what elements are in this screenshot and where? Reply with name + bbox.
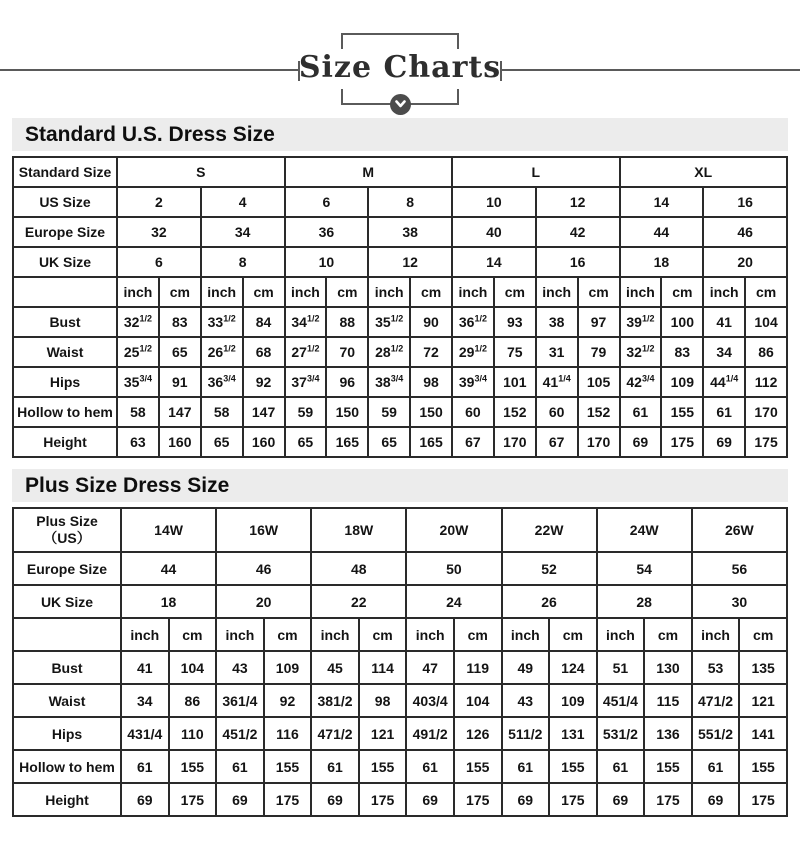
unit-row bbox=[13, 618, 787, 651]
measurement-value-cell: 69 bbox=[121, 783, 169, 816]
measurement-value-cell: 75 bbox=[494, 337, 536, 367]
measurement-value-cell: 165 bbox=[326, 427, 368, 457]
measurement-value-cell: $29^{1/2}$ bbox=[452, 337, 494, 367]
measurement-value-cell: 112 bbox=[745, 367, 787, 397]
header-row bbox=[13, 247, 787, 277]
measurement-value-cell: 67 bbox=[452, 427, 494, 457]
size-group-cell: 18W bbox=[311, 508, 406, 552]
measurement-value-cell: 531/2 bbox=[597, 717, 645, 750]
measurement-value-cell: 34 bbox=[703, 337, 745, 367]
measurement-value-cell: $33^{1/2}$ bbox=[201, 307, 243, 337]
measurement-value-cell: 61 bbox=[406, 750, 454, 783]
measurement-value-cell: 41 bbox=[703, 307, 745, 337]
measurement-value-cell: 175 bbox=[745, 427, 787, 457]
measurement-value-cell: 175 bbox=[169, 783, 217, 816]
size-group-cell: 36 bbox=[285, 217, 369, 247]
unit-cell: inch bbox=[121, 618, 169, 651]
size-group-cell: M bbox=[285, 157, 453, 187]
measurement-row bbox=[13, 717, 787, 750]
unit-cell: inch bbox=[117, 277, 159, 307]
measurement-value-cell: 72 bbox=[410, 337, 452, 367]
row-label: Hollow to hem bbox=[13, 397, 117, 427]
unit-row bbox=[13, 277, 787, 307]
size-group-cell: 14W bbox=[121, 508, 216, 552]
measurement-value-cell: 45 bbox=[311, 651, 359, 684]
measurement-value-cell: $36^{1/2}$ bbox=[452, 307, 494, 337]
unit-cell: inch bbox=[406, 618, 454, 651]
size-group-cell: 6 bbox=[117, 247, 201, 277]
measurement-value-cell: 92 bbox=[264, 684, 312, 717]
measurement-value-cell: 175 bbox=[739, 783, 787, 816]
measurement-value-cell: 43 bbox=[216, 651, 264, 684]
row-label: Waist bbox=[13, 684, 121, 717]
unit-cell: cm bbox=[494, 277, 536, 307]
measurement-row bbox=[13, 427, 787, 457]
unit-cell: inch bbox=[368, 277, 410, 307]
unit-cell: inch bbox=[285, 277, 327, 307]
measurement-value-cell: 155 bbox=[644, 750, 692, 783]
measurement-value-cell: 69 bbox=[216, 783, 264, 816]
size-group-cell: 16W bbox=[216, 508, 311, 552]
measurement-value-cell: 165 bbox=[410, 427, 452, 457]
plus-size-table bbox=[12, 507, 788, 817]
measurement-value-cell: 175 bbox=[454, 783, 502, 816]
measurement-value-cell: 90 bbox=[410, 307, 452, 337]
measurement-row bbox=[13, 651, 787, 684]
measurement-value-cell: 69 bbox=[597, 783, 645, 816]
measurement-value-cell: 97 bbox=[578, 307, 620, 337]
measurement-value-cell: 131 bbox=[549, 717, 597, 750]
right-divider-line bbox=[500, 69, 800, 71]
row-label bbox=[13, 618, 121, 651]
measurement-value-cell: 155 bbox=[264, 750, 312, 783]
measurement-value-cell: 70 bbox=[326, 337, 368, 367]
row-label: Height bbox=[13, 783, 121, 816]
measurement-value-cell: 150 bbox=[326, 397, 368, 427]
measurement-value-cell: 116 bbox=[264, 717, 312, 750]
measurement-value-cell: 175 bbox=[549, 783, 597, 816]
measurement-value-cell: 160 bbox=[159, 427, 201, 457]
measurement-value-cell: 135 bbox=[739, 651, 787, 684]
measurement-value-cell: 65 bbox=[159, 337, 201, 367]
header-row bbox=[13, 585, 787, 618]
size-group-cell: 10 bbox=[452, 187, 536, 217]
header-row bbox=[13, 217, 787, 247]
measurement-value-cell: $32^{1/2}$ bbox=[117, 307, 159, 337]
measurement-value-cell: 124 bbox=[549, 651, 597, 684]
measurement-value-cell: 130 bbox=[644, 651, 692, 684]
measurement-value-cell: 511/2 bbox=[502, 717, 550, 750]
size-group-cell: 54 bbox=[597, 552, 692, 585]
measurement-value-cell: 53 bbox=[692, 651, 740, 684]
row-label: Bust bbox=[13, 651, 121, 684]
unit-cell: inch bbox=[692, 618, 740, 651]
unit-cell: cm bbox=[745, 277, 787, 307]
measurement-value-cell: 59 bbox=[368, 397, 410, 427]
measurement-value-cell: 471/2 bbox=[311, 717, 359, 750]
measurement-value-cell: 175 bbox=[644, 783, 692, 816]
measurement-value-cell: 58 bbox=[201, 397, 243, 427]
measurement-value-cell: 63 bbox=[117, 427, 159, 457]
measurement-value-cell: 491/2 bbox=[406, 717, 454, 750]
measurement-value-cell: 34 bbox=[121, 684, 169, 717]
measurement-value-cell: $26^{1/2}$ bbox=[201, 337, 243, 367]
left-divider-line bbox=[0, 69, 300, 71]
unit-cell: cm bbox=[326, 277, 368, 307]
unit-cell: cm bbox=[169, 618, 217, 651]
measurement-value-cell: 152 bbox=[578, 397, 620, 427]
measurement-value-cell: 88 bbox=[326, 307, 368, 337]
chevron-down-icon bbox=[390, 94, 411, 115]
measurement-value-cell: 147 bbox=[159, 397, 201, 427]
measurement-value-cell: 451/4 bbox=[597, 684, 645, 717]
measurement-value-cell: 61 bbox=[121, 750, 169, 783]
size-charts-title-block bbox=[290, 0, 510, 115]
measurement-value-cell: 41 bbox=[121, 651, 169, 684]
measurement-value-cell: 101 bbox=[494, 367, 536, 397]
measurement-value-cell: 69 bbox=[406, 783, 454, 816]
measurement-value-cell: 61 bbox=[216, 750, 264, 783]
measurement-row bbox=[13, 337, 787, 367]
size-group-cell: 18 bbox=[620, 247, 704, 277]
standard-size-table bbox=[12, 156, 788, 458]
measurement-value-cell: 104 bbox=[745, 307, 787, 337]
measurement-value-cell: 69 bbox=[692, 783, 740, 816]
measurement-value-cell: 65 bbox=[201, 427, 243, 457]
measurement-value-cell: $25^{1/2}$ bbox=[117, 337, 159, 367]
measurement-value-cell: 155 bbox=[739, 750, 787, 783]
measurement-value-cell: 119 bbox=[454, 651, 502, 684]
measurement-value-cell: 100 bbox=[661, 307, 703, 337]
size-group-cell: 26 bbox=[502, 585, 597, 618]
unit-cell: cm bbox=[644, 618, 692, 651]
row-label: UK Size bbox=[13, 585, 121, 618]
measurement-value-cell: 69 bbox=[502, 783, 550, 816]
header-row bbox=[13, 508, 787, 552]
header-row bbox=[13, 552, 787, 585]
measurement-value-cell: 93 bbox=[494, 307, 536, 337]
measurement-row bbox=[13, 684, 787, 717]
measurement-value-cell: 150 bbox=[410, 397, 452, 427]
unit-cell: inch bbox=[311, 618, 359, 651]
measurement-value-cell: $32^{1/2}$ bbox=[620, 337, 662, 367]
measurement-value-cell: $28^{1/2}$ bbox=[368, 337, 410, 367]
size-group-cell: 8 bbox=[201, 247, 285, 277]
unit-cell: cm bbox=[159, 277, 201, 307]
size-group-cell: 2 bbox=[117, 187, 201, 217]
measurement-value-cell: $35^{1/2}$ bbox=[368, 307, 410, 337]
size-group-cell: 24W bbox=[597, 508, 692, 552]
measurement-value-cell: 61 bbox=[597, 750, 645, 783]
section-heading-standard: Standard U.S. Dress Size bbox=[12, 118, 788, 151]
measurement-value-cell: 86 bbox=[745, 337, 787, 367]
measurement-value-cell: 98 bbox=[410, 367, 452, 397]
measurement-value-cell: 110 bbox=[169, 717, 217, 750]
measurement-value-cell: 61 bbox=[692, 750, 740, 783]
row-label: Hips bbox=[13, 367, 117, 397]
unit-cell: inch bbox=[452, 277, 494, 307]
unit-cell: inch bbox=[536, 277, 578, 307]
page-title: Size Charts bbox=[298, 50, 502, 85]
size-group-cell: 38 bbox=[368, 217, 452, 247]
unit-cell: cm bbox=[264, 618, 312, 651]
measurement-value-cell: 69 bbox=[311, 783, 359, 816]
unit-cell: cm bbox=[243, 277, 285, 307]
unit-cell: inch bbox=[703, 277, 745, 307]
measurement-value-cell: 47 bbox=[406, 651, 454, 684]
size-group-cell: 52 bbox=[502, 552, 597, 585]
measurement-value-cell: 381/2 bbox=[311, 684, 359, 717]
size-group-cell: 28 bbox=[597, 585, 692, 618]
row-label bbox=[13, 277, 117, 307]
measurement-value-cell: 83 bbox=[159, 307, 201, 337]
row-label: Hips bbox=[13, 717, 121, 750]
size-group-cell: 8 bbox=[368, 187, 452, 217]
measurement-value-cell: 451/2 bbox=[216, 717, 264, 750]
measurement-value-cell: 551/2 bbox=[692, 717, 740, 750]
measurement-value-cell: 115 bbox=[644, 684, 692, 717]
measurement-value-cell: 92 bbox=[243, 367, 285, 397]
measurement-value-cell: 109 bbox=[549, 684, 597, 717]
measurement-value-cell: $27^{1/2}$ bbox=[285, 337, 327, 367]
row-label: US Size bbox=[13, 187, 117, 217]
measurement-row bbox=[13, 367, 787, 397]
row-label: Plus Size （US） bbox=[13, 508, 121, 552]
size-group-cell: 14 bbox=[620, 187, 704, 217]
size-group-cell: 22W bbox=[502, 508, 597, 552]
measurement-row bbox=[13, 307, 787, 337]
measurement-value-cell: $36^{3/4}$ bbox=[201, 367, 243, 397]
size-group-cell: 46 bbox=[216, 552, 311, 585]
unit-cell: cm bbox=[410, 277, 452, 307]
measurement-value-cell: $42^{3/4}$ bbox=[620, 367, 662, 397]
measurement-value-cell: 175 bbox=[264, 783, 312, 816]
measurement-value-cell: 114 bbox=[359, 651, 407, 684]
measurement-value-cell: 43 bbox=[502, 684, 550, 717]
size-group-cell: 44 bbox=[121, 552, 216, 585]
measurement-row bbox=[13, 783, 787, 816]
measurement-value-cell: 155 bbox=[661, 397, 703, 427]
measurement-value-cell: 104 bbox=[169, 651, 217, 684]
measurement-value-cell: 96 bbox=[326, 367, 368, 397]
size-group-cell: 30 bbox=[692, 585, 787, 618]
measurement-value-cell: 109 bbox=[661, 367, 703, 397]
measurement-value-cell: 51 bbox=[597, 651, 645, 684]
measurement-value-cell: $35^{3/4}$ bbox=[117, 367, 159, 397]
row-label: UK Size bbox=[13, 247, 117, 277]
size-charts-header bbox=[0, 0, 800, 116]
measurement-value-cell: $37^{3/4}$ bbox=[285, 367, 327, 397]
size-group-cell: 14 bbox=[452, 247, 536, 277]
size-group-cell: L bbox=[452, 157, 620, 187]
measurement-value-cell: $39^{3/4}$ bbox=[452, 367, 494, 397]
row-label: Standard Size bbox=[13, 157, 117, 187]
measurement-value-cell: 136 bbox=[644, 717, 692, 750]
size-group-cell: 16 bbox=[703, 187, 787, 217]
size-group-cell: 56 bbox=[692, 552, 787, 585]
row-label: Europe Size bbox=[13, 552, 121, 585]
measurement-value-cell: 58 bbox=[117, 397, 159, 427]
unit-cell: inch bbox=[502, 618, 550, 651]
measurement-value-cell: 175 bbox=[661, 427, 703, 457]
size-group-cell: 6 bbox=[285, 187, 369, 217]
row-label: Bust bbox=[13, 307, 117, 337]
measurement-value-cell: 69 bbox=[703, 427, 745, 457]
measurement-value-cell: 68 bbox=[243, 337, 285, 367]
measurement-row bbox=[13, 397, 787, 427]
size-group-cell: 32 bbox=[117, 217, 201, 247]
unit-cell: inch bbox=[620, 277, 662, 307]
measurement-value-cell: 31 bbox=[536, 337, 578, 367]
measurement-value-cell: 61 bbox=[620, 397, 662, 427]
measurement-value-cell: 403/4 bbox=[406, 684, 454, 717]
measurement-value-cell: 104 bbox=[454, 684, 502, 717]
unit-cell: cm bbox=[359, 618, 407, 651]
measurement-value-cell: 155 bbox=[169, 750, 217, 783]
top-bracket-decoration bbox=[341, 33, 459, 49]
measurement-value-cell: 84 bbox=[243, 307, 285, 337]
measurement-value-cell: 60 bbox=[536, 397, 578, 427]
size-group-cell: 12 bbox=[536, 187, 620, 217]
measurement-value-cell: $38^{3/4}$ bbox=[368, 367, 410, 397]
measurement-value-cell: 147 bbox=[243, 397, 285, 427]
measurement-value-cell: 121 bbox=[359, 717, 407, 750]
measurement-value-cell: 49 bbox=[502, 651, 550, 684]
size-group-cell: S bbox=[117, 157, 285, 187]
unit-cell: cm bbox=[739, 618, 787, 651]
measurement-value-cell: 86 bbox=[169, 684, 217, 717]
unit-cell: cm bbox=[549, 618, 597, 651]
size-group-cell: 46 bbox=[703, 217, 787, 247]
measurement-value-cell: 61 bbox=[311, 750, 359, 783]
measurement-value-cell: 170 bbox=[494, 427, 536, 457]
unit-cell: inch bbox=[597, 618, 645, 651]
size-group-cell: 12 bbox=[368, 247, 452, 277]
size-group-cell: 22 bbox=[311, 585, 406, 618]
unit-cell: inch bbox=[216, 618, 264, 651]
measurement-value-cell: 65 bbox=[285, 427, 327, 457]
measurement-value-cell: 83 bbox=[661, 337, 703, 367]
section-heading-plus: Plus Size Dress Size bbox=[12, 469, 788, 502]
measurement-value-cell: 155 bbox=[454, 750, 502, 783]
measurement-value-cell: 59 bbox=[285, 397, 327, 427]
measurement-value-cell: 61 bbox=[502, 750, 550, 783]
measurement-value-cell: $44^{1/4}$ bbox=[703, 367, 745, 397]
measurement-value-cell: 160 bbox=[243, 427, 285, 457]
measurement-value-cell: 69 bbox=[620, 427, 662, 457]
size-group-cell: 20 bbox=[216, 585, 311, 618]
size-group-cell: 50 bbox=[406, 552, 501, 585]
size-group-cell: 42 bbox=[536, 217, 620, 247]
measurement-value-cell: 141 bbox=[739, 717, 787, 750]
measurement-value-cell: 105 bbox=[578, 367, 620, 397]
size-group-cell: 10 bbox=[285, 247, 369, 277]
size-group-cell: 20W bbox=[406, 508, 501, 552]
size-group-cell: 40 bbox=[452, 217, 536, 247]
measurement-value-cell: 91 bbox=[159, 367, 201, 397]
measurement-value-cell: 155 bbox=[549, 750, 597, 783]
row-label: Europe Size bbox=[13, 217, 117, 247]
unit-cell: cm bbox=[578, 277, 620, 307]
size-group-cell: 24 bbox=[406, 585, 501, 618]
measurement-value-cell: 170 bbox=[745, 397, 787, 427]
row-label: Waist bbox=[13, 337, 117, 367]
measurement-value-cell: 175 bbox=[359, 783, 407, 816]
measurement-value-cell: $34^{1/2}$ bbox=[285, 307, 327, 337]
header-row bbox=[13, 157, 787, 187]
measurement-value-cell: 79 bbox=[578, 337, 620, 367]
size-group-cell: 20 bbox=[703, 247, 787, 277]
measurement-value-cell: $41^{1/4}$ bbox=[536, 367, 578, 397]
size-group-cell: 4 bbox=[201, 187, 285, 217]
measurement-value-cell: 65 bbox=[368, 427, 410, 457]
measurement-value-cell: 471/2 bbox=[692, 684, 740, 717]
size-group-cell: 34 bbox=[201, 217, 285, 247]
unit-cell: cm bbox=[454, 618, 502, 651]
measurement-value-cell: $39^{1/2}$ bbox=[620, 307, 662, 337]
measurement-value-cell: 61 bbox=[703, 397, 745, 427]
measurement-value-cell: 155 bbox=[359, 750, 407, 783]
header-row bbox=[13, 187, 787, 217]
size-group-cell: 16 bbox=[536, 247, 620, 277]
measurement-value-cell: 431/4 bbox=[121, 717, 169, 750]
size-group-cell: XL bbox=[620, 157, 788, 187]
row-label: Height bbox=[13, 427, 117, 457]
measurement-value-cell: 170 bbox=[578, 427, 620, 457]
measurement-value-cell: 60 bbox=[452, 397, 494, 427]
unit-cell: cm bbox=[661, 277, 703, 307]
measurement-value-cell: 121 bbox=[739, 684, 787, 717]
row-label: Hollow to hem bbox=[13, 750, 121, 783]
unit-cell: inch bbox=[201, 277, 243, 307]
measurement-value-cell: 67 bbox=[536, 427, 578, 457]
measurement-value-cell: 361/4 bbox=[216, 684, 264, 717]
size-group-cell: 44 bbox=[620, 217, 704, 247]
measurement-value-cell: 152 bbox=[494, 397, 536, 427]
measurement-value-cell: 38 bbox=[536, 307, 578, 337]
size-group-cell: 26W bbox=[692, 508, 787, 552]
size-group-cell: 48 bbox=[311, 552, 406, 585]
measurement-value-cell: 126 bbox=[454, 717, 502, 750]
measurement-value-cell: 109 bbox=[264, 651, 312, 684]
measurement-value-cell: 98 bbox=[359, 684, 407, 717]
measurement-row bbox=[13, 750, 787, 783]
size-group-cell: 18 bbox=[121, 585, 216, 618]
